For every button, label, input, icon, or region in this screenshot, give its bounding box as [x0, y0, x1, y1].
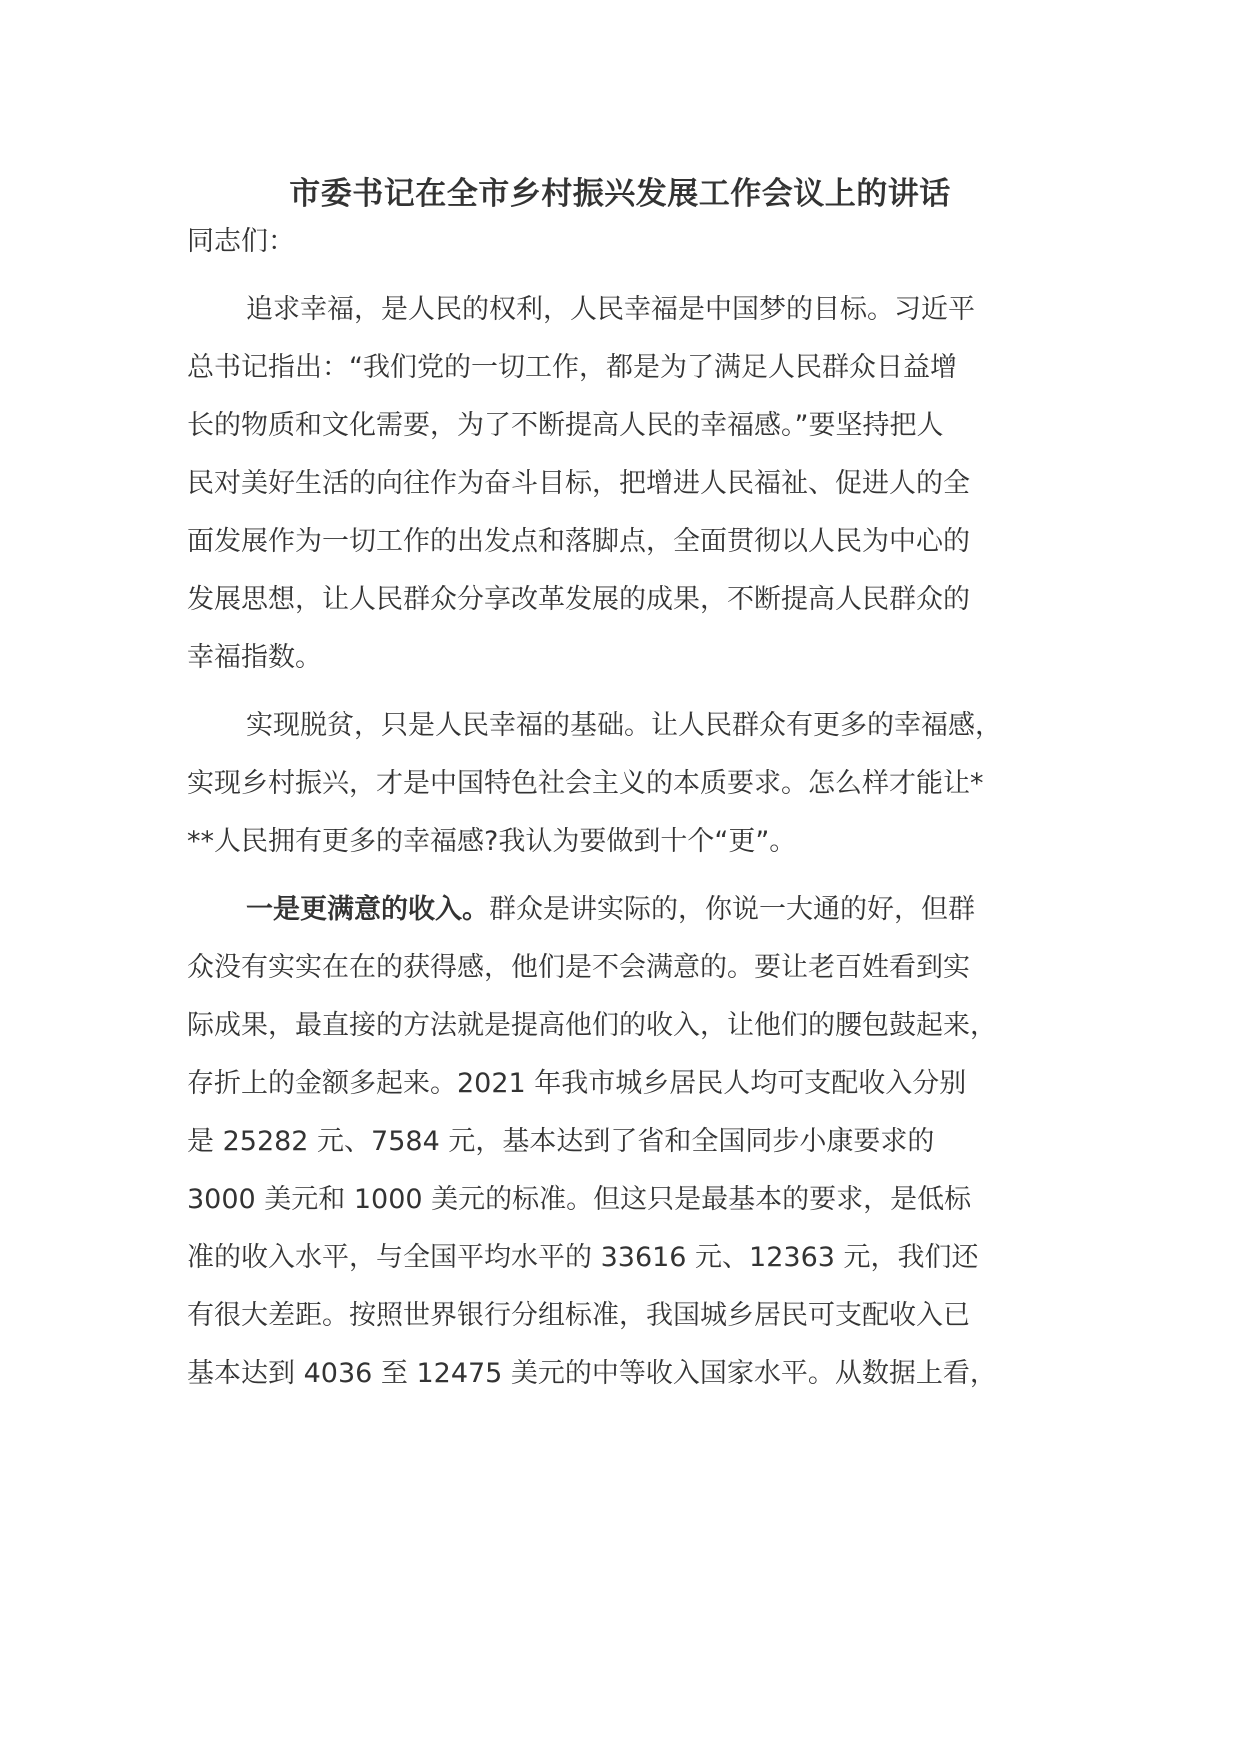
document-title: 市委书记在全市乡村振兴发展工作会议上的讲话 — [289, 176, 951, 212]
paragraph-1-line-4: 民对美好生活的向往作为奋斗目标，把增进人民福祉、促进人的全 — [187, 468, 970, 499]
paragraph-1-line-6: 发展思想，让人民群众分享改革发展的成果，不断提高人民群众的 — [187, 584, 970, 615]
paragraph-1-line-1: 追求幸福，是人民的权利，人民幸福是中国梦的目标。习近平 — [246, 294, 975, 325]
paragraph-2-line-3: **人民拥有更多的幸福感?我认为要做到十个“更”。 — [187, 826, 797, 857]
paragraph-3-line-7: 准的收入水平，与全国平均水平的 33616 元、12363 元，我们还 — [187, 1242, 979, 1273]
paragraph-3-lead-heading: 一是更满意的收入。 — [246, 894, 489, 925]
paragraph-3-line-1 — [246, 890, 975, 930]
paragraph-3-line-4: 存折上的金额多起来。2021 年我市城乡居民人均可支配收入分别 — [187, 1068, 967, 1099]
paragraph-2-line-2: 实现乡村振兴，才是中国特色社会主义的本质要求。怎么样才能让* — [187, 768, 984, 799]
paragraph-3-line-2: 众没有实实在在的获得感，他们是不会满意的。要让老百姓看到实 — [187, 952, 970, 983]
paragraph-3-line-5: 是 25282 元、7584 元，基本达到了省和全国同步小康要求的 — [187, 1126, 935, 1157]
paragraph-1-line-2: 总书记指出：“我们党的一切工作，都是为了满足人民群众日益增 — [187, 352, 957, 383]
paragraph-3-first-line-text: 群众是讲实际的，你说一大通的好，但群 — [489, 894, 975, 925]
paragraph-2-line-1: 实现脱贫，只是人民幸福的基础。让人民群众有更多的幸福感， — [246, 710, 1002, 741]
paragraph-3-line-6: 3000 美元和 1000 美元的标准。但这只是最基本的要求，是低标 — [187, 1184, 972, 1215]
paragraph-3-line-8: 有很大差距。按照世界银行分组标准，我国城乡居民可支配收入已 — [187, 1300, 970, 1331]
paragraph-1-line-5: 面发展作为一切工作的出发点和落脚点，全面贯彻以人民为中心的 — [187, 526, 970, 557]
paragraph-1-line-7: 幸福指数。 — [187, 642, 322, 673]
paragraph-3-line-3: 际成果，最直接的方法就是提高他们的收入，让他们的腰包鼓起来， — [187, 1010, 997, 1041]
paragraph-1-line-3: 长的物质和文化需要，为了不断提高人民的幸福感。”要坚持把人 — [187, 410, 944, 441]
paragraph-3-line-9: 基本达到 4036 至 12475 美元的中等收入国家水平。从数据上看， — [187, 1358, 997, 1389]
salutation: 同志们： — [187, 226, 295, 257]
